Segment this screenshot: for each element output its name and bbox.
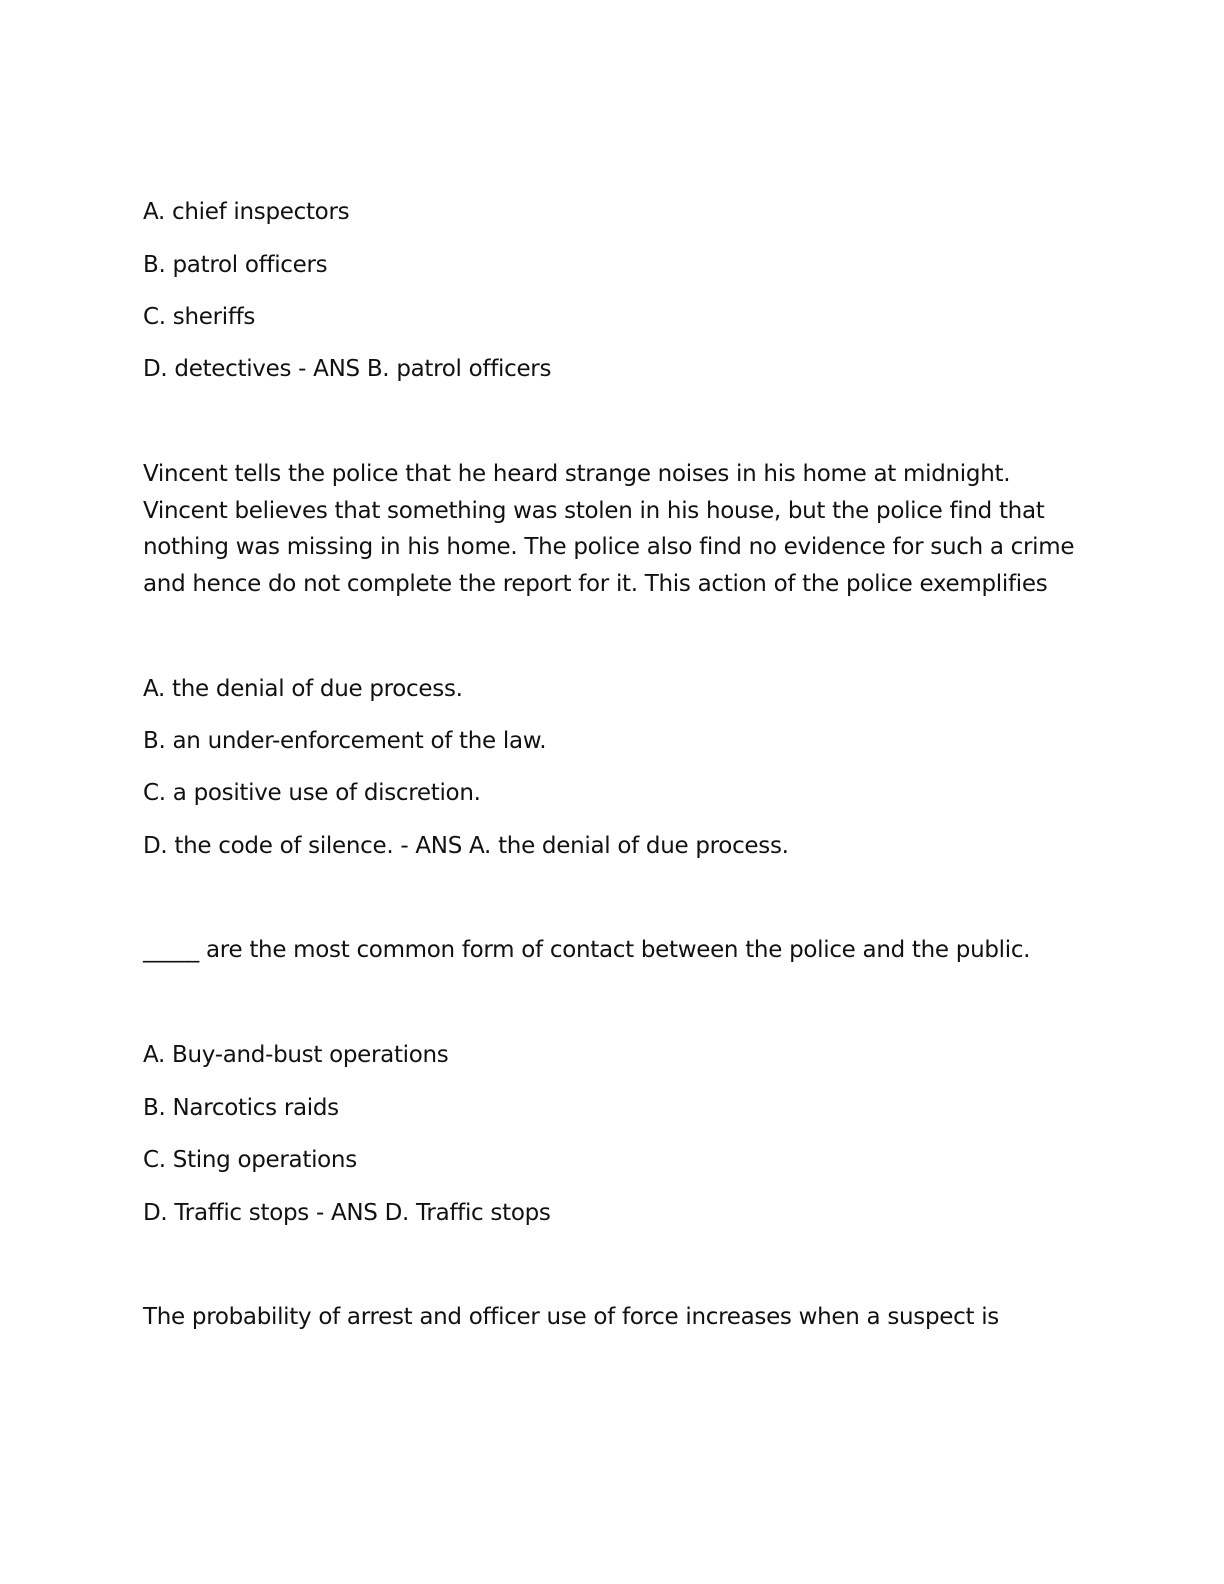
option-a: A. Buy-and-bust operations — [143, 1042, 449, 1068]
option-c: C. sheriffs — [143, 304, 256, 330]
question-text: _____ are the most common form of contact between the police and the public. — [143, 937, 1031, 963]
question-text — [143, 456, 1083, 602]
option-a: A. the denial of due process. — [143, 676, 463, 702]
option-c: C. Sting operations — [143, 1147, 357, 1173]
option-a: A. chief inspectors — [143, 199, 350, 225]
question-line: Vincent believes that something was stolen in his house, but the police find that — [143, 497, 1045, 524]
question-line: nothing was missing in his home. The police also find no evidence for such a crime — [143, 534, 1075, 560]
option-d-answer: D. detectives - ANS B. patrol officers — [143, 356, 552, 382]
question-text: The probability of arrest and officer use of force increases when a suspect is — [143, 1304, 999, 1330]
option-c: C. a positive use of discretion. — [143, 780, 481, 806]
question-line: Vincent tells the police that he heard strange noises in his home at midnight. — [143, 461, 1011, 487]
option-d-answer: D. the code of silence. - ANS A. the denial of due process. — [143, 833, 789, 859]
option-b: B. patrol officers — [143, 252, 328, 278]
question-line: and hence do not complete the report for it. This action of the police exemplifies — [143, 570, 1048, 597]
option-d-answer: D. Traffic stops - ANS D. Traffic stops — [143, 1200, 551, 1226]
option-b: B. Narcotics raids — [143, 1095, 339, 1121]
option-b: B. an under-enforcement of the law. — [143, 728, 547, 754]
